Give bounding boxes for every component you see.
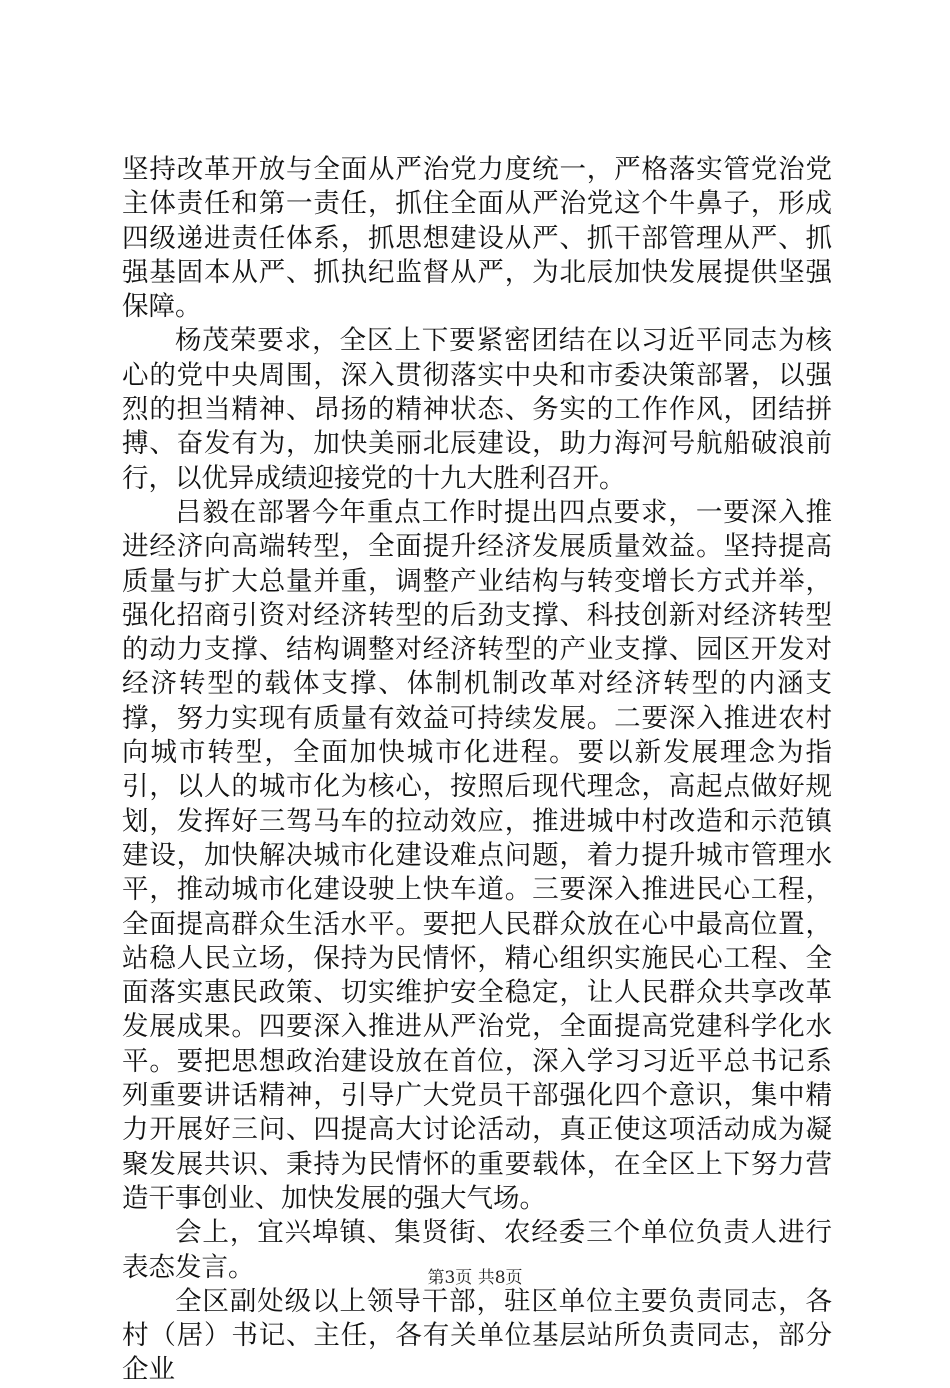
paragraph-1: 坚持改革开放与全面从严治党力度统一，严格落实管党治党主体责任和第一责任，抓住全面从严治党这个牛鼻子，形成四级递进责任体系，抓思想建设从严、抓干部管理从严、抓强基固本从严、抓执纪监督从严，为北辰加快发展提供坚强保障。: [122, 154, 832, 323]
paragraph-3: 吕毅在部署今年重点工作时提出四点要求，一要深入推进经济向高端转型，全面提升经济发展质量效益。坚持提高质量与扩大总量并重，调整产业结构与转变增长方式并举，强化招商引资对经济转型的后劲支撑、科技创新对经济转型的动力支撑、结构调整对经济转型的产业支撑、园区开发对经济转型的载体支撑、体制机制改革对经济转型的内涵支撑，努力实现有质量有效益可持续发展。二要深入推进农村向城市转型，全面加快城市化进程。要以新发展理念为指引，以人的城市化为核心，按照后现代理念，高起点做好规划，发挥好三驾马车的拉动效应，推进城中村改造和示范镇建设，加快解决城市化建设难点问题，着力提升城市管理水平，推动城市化建设驶上快车道。三要深入推进民心工程，全面提高群众生活水平。要把人民群众放在心中最高位置，站稳人民立场，保持为民情怀，精心组织实施民心工程、全面落实惠民政策、切实维护安全稳定，让人民群众共享改革发展成果。四要深入推进从严治党，全面提高党建科学化水平。要把思想政治建设放在首位，深入学习习近平总书记系列重要讲话精神，引导广大党员干部强化四个意识，集中精力开展好三问、四提高大讨论活动，真正使这项活动成为凝聚发展共识、秉持为民情怀的重要载体，在全区上下努力营造干事创业、加快发展的强大气场。: [122, 496, 832, 1214]
paragraph-5: 全区副处级以上领导干部，驻区单位主要负责同志，各村（居）书记、主任，各有关单位基层站所负责同志，部分企业: [122, 1285, 832, 1386]
paragraph-4: 会上，宜兴埠镇、集贤街、农经委三个单位负责人进行表态发言。: [122, 1217, 832, 1283]
document-body: [122, 153, 832, 1388]
paragraph-2: 杨茂荣要求，全区上下要紧密团结在以习近平同志为核心的党中央周围，深入贯彻落实中央和市委决策部署，以强烈的担当精神、昂扬的精神状态、务实的工作作风，团结拼搏、奋发有为，加快美丽北辰建设，助力海河号航船破浪前行，以优异成绩迎接党的十九大胜利召开。: [122, 325, 832, 494]
page-footer: 第3页 共8页: [427, 1268, 523, 1288]
